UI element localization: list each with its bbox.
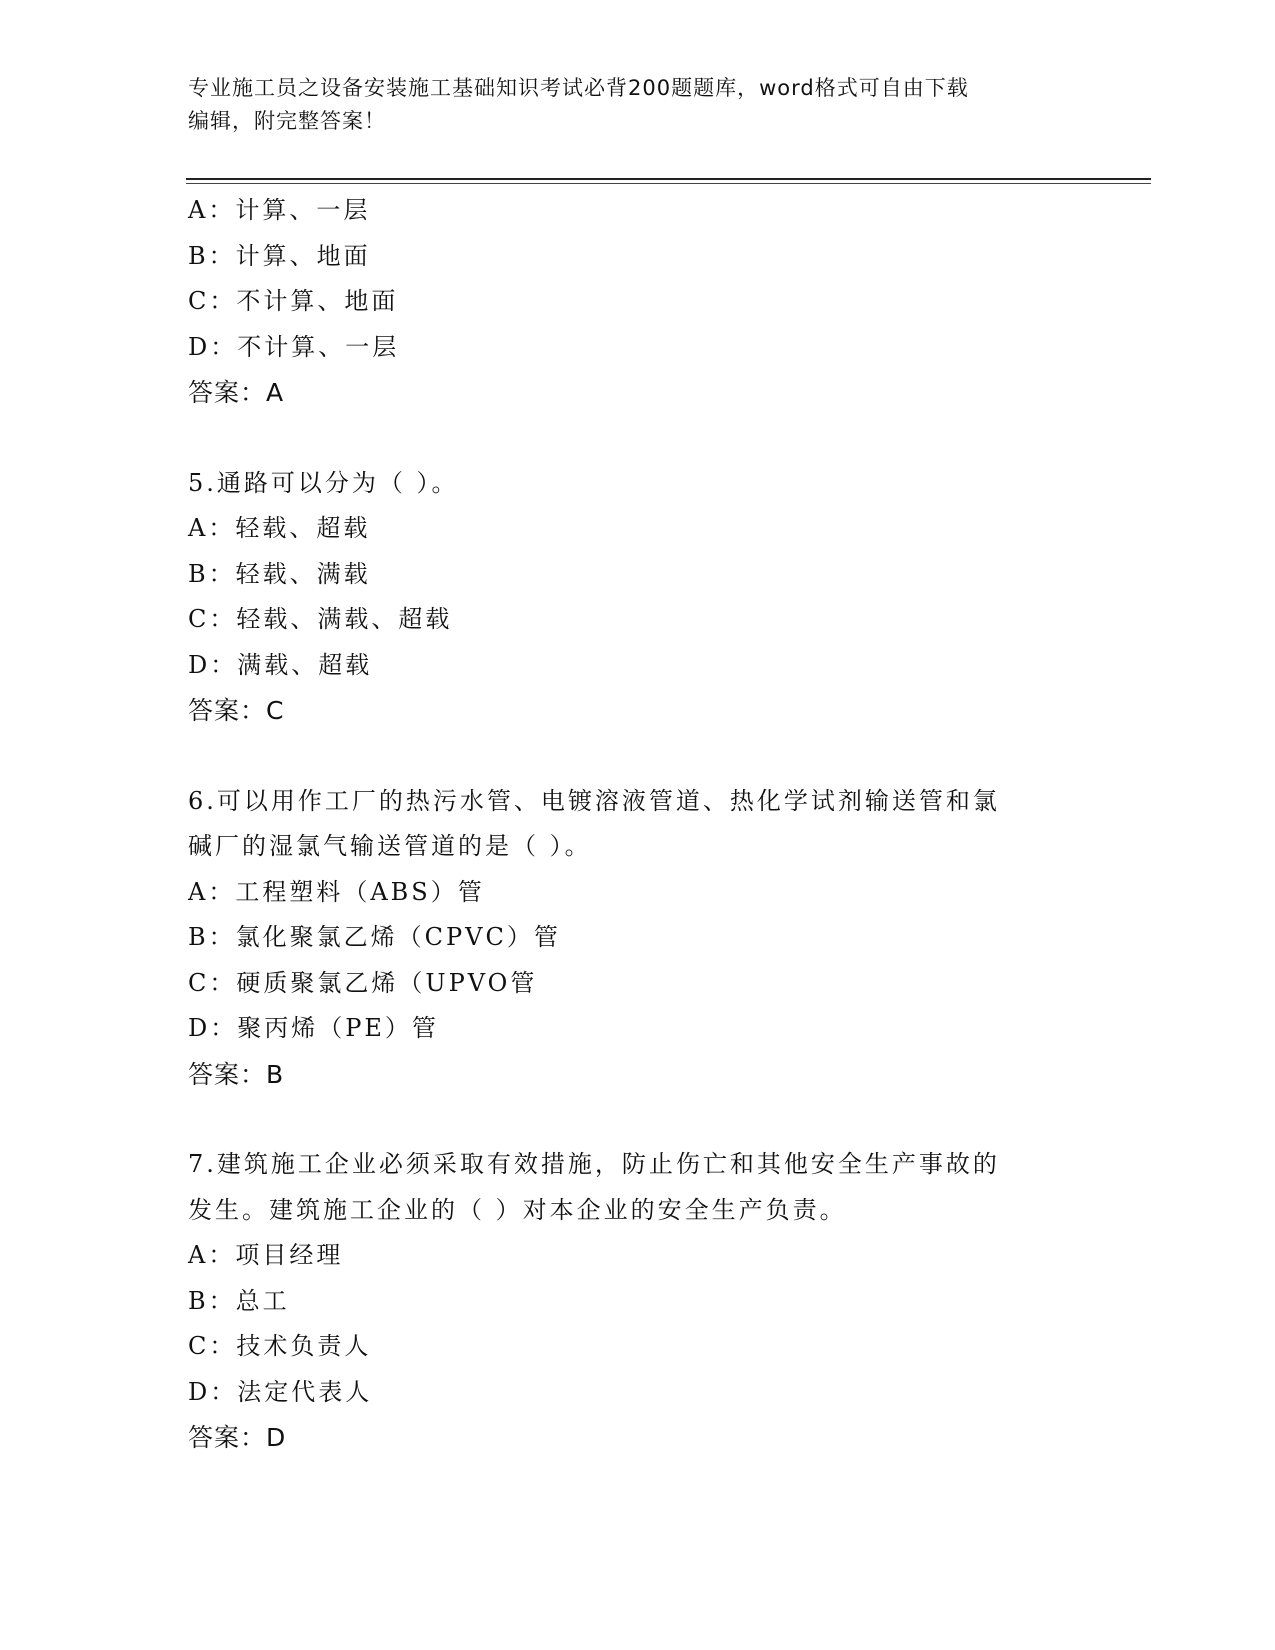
header-line-2: 编辑，附完整答案！	[188, 109, 386, 133]
header-divider-thick	[186, 178, 1151, 180]
spacer	[188, 734, 1088, 779]
option-d: D：满载、超载	[188, 650, 373, 679]
answer: 答案：A	[188, 378, 285, 407]
option-c: C：技术负责人	[188, 1332, 372, 1360]
option-b: B：轻载、满载	[188, 559, 371, 588]
question-text-line-2: 发生。建筑施工企业的（ ）对本企业的安全生产负责。	[188, 1195, 847, 1224]
question-list	[188, 188, 1088, 1461]
option-a: A：计算、一层	[188, 196, 371, 224]
option-b: B：总工	[188, 1286, 290, 1315]
question-6	[188, 779, 1088, 1098]
question-text: 5.通路可以分为（ ）。	[188, 468, 459, 497]
option-a: A：项目经理	[188, 1241, 344, 1269]
answer: 答案：D	[188, 1423, 287, 1452]
option-d: D：不计算、一层	[188, 332, 400, 361]
option-b: B：氯化聚氯乙烯（CPVC）管	[188, 923, 561, 951]
option-a: A：轻载、超载	[188, 514, 371, 542]
option-a: A：工程塑料（ABS）管	[188, 877, 485, 906]
spacer	[188, 1097, 1088, 1142]
question-text-line-1: 6.可以用作工厂的热污水管、电镀溶液管道、热化学试剂输送管和氯	[188, 786, 1000, 815]
header-line-1: 专业施工员之设备安装施工基础知识考试必背200题题库，word格式可自由下载	[188, 76, 969, 100]
answer: 答案：B	[188, 1059, 285, 1089]
option-d: D：法定代表人	[188, 1377, 373, 1406]
question-5	[188, 461, 1088, 734]
option-d: D：聚丙烯（PE）管	[188, 1014, 439, 1042]
question-4	[188, 188, 1088, 416]
document-header	[188, 72, 1068, 138]
option-c: C：不计算、地面	[188, 287, 399, 315]
option-c: C：轻载、满载、超载	[188, 605, 453, 633]
option-c: C：硬质聚氯乙烯（UPVO管	[188, 968, 538, 997]
spacer	[188, 416, 1088, 461]
question-text-line-1: 7.建筑施工企业必须采取有效措施，防止伤亡和其他安全生产事故的	[188, 1150, 1000, 1178]
header-divider-thin	[186, 183, 1151, 184]
question-text-line-2: 碱厂的湿氯气输送管道的是（ ）。	[188, 832, 592, 860]
question-7	[188, 1142, 1088, 1461]
answer: 答案：C	[188, 696, 285, 725]
option-b: B：计算、地面	[188, 241, 371, 270]
